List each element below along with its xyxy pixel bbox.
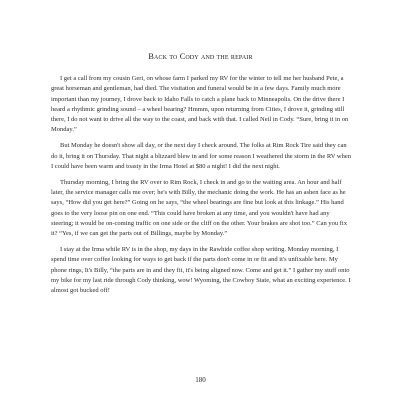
chapter-title: Back to Cody and the repair bbox=[148, 52, 253, 61]
paragraph-1: I get a call from my cousin Geri, on whose farm I parked my RV for the winter to tell me her husband Pete, a great horseman and gentleman, had died. The visitation and funeral would be in a few days. Family much more important than my journey, I drove back to Idaho Falls to catch a plane back to Minneapolis. On the drive there I heard a rhythmic grinding sound – a wheel bearing? Hmmm, upon returning from Cities, I drove it, grinding still there, I do not want to drive all the way to the coast, and back with that. I called Neil in Cody. “Sure, bring it in on Monday.” bbox=[51, 75, 349, 134]
page-number: 180 bbox=[195, 376, 206, 384]
paragraph-3: Thursday morning, I bring the RV over to Rim Rock, I check in and go to the waiting area. An hour and half later, the service manager calls me over; he's with Billy, the mechanic doing the work. He has an ashen face as he says, “How did you get here?” Going on he says, “the wheel bearings are fine but look at this linkage.” His hand goes to the very loose pin on one end. “This could have broken at any time, and you wouldn't have had any steering; it would be on-coming traffic on one side or the cliff on the other. Your brakes are shot too.” Can you fix it? “Yes, if we can get the parts out of Billings, maybe by Monday.” bbox=[51, 178, 347, 238]
body-text bbox=[51, 74, 351, 296]
paragraph-2: But Monday he doesn't show all day, or the next day I check around. The folks at Rim Rock Tire said they can do it, bring it on Thursday. That night a blizzard blew in and for some reason I weathered the storm in the RV when I could have been warm and toasty in the Irma Hotel at $80 a night! I did the next night. bbox=[51, 142, 351, 170]
paragraph-4: I stay at the Irma while RV is in the shop, my days in the Rawhide coffee shop writing. Monday morning, I spend time over coffee looking for ways to get back if the parts don't come in or fit and it's unfixable here. My phone rings, It's Billy, “the parts are in and they fit, it's being aligned now. Come and get it.” I gather my stuff onto my bike for my last ride through Cody thinking, wow! Wyoming, the Cowboy State, what an exciting experience. I almost got bucked off! bbox=[51, 245, 351, 295]
